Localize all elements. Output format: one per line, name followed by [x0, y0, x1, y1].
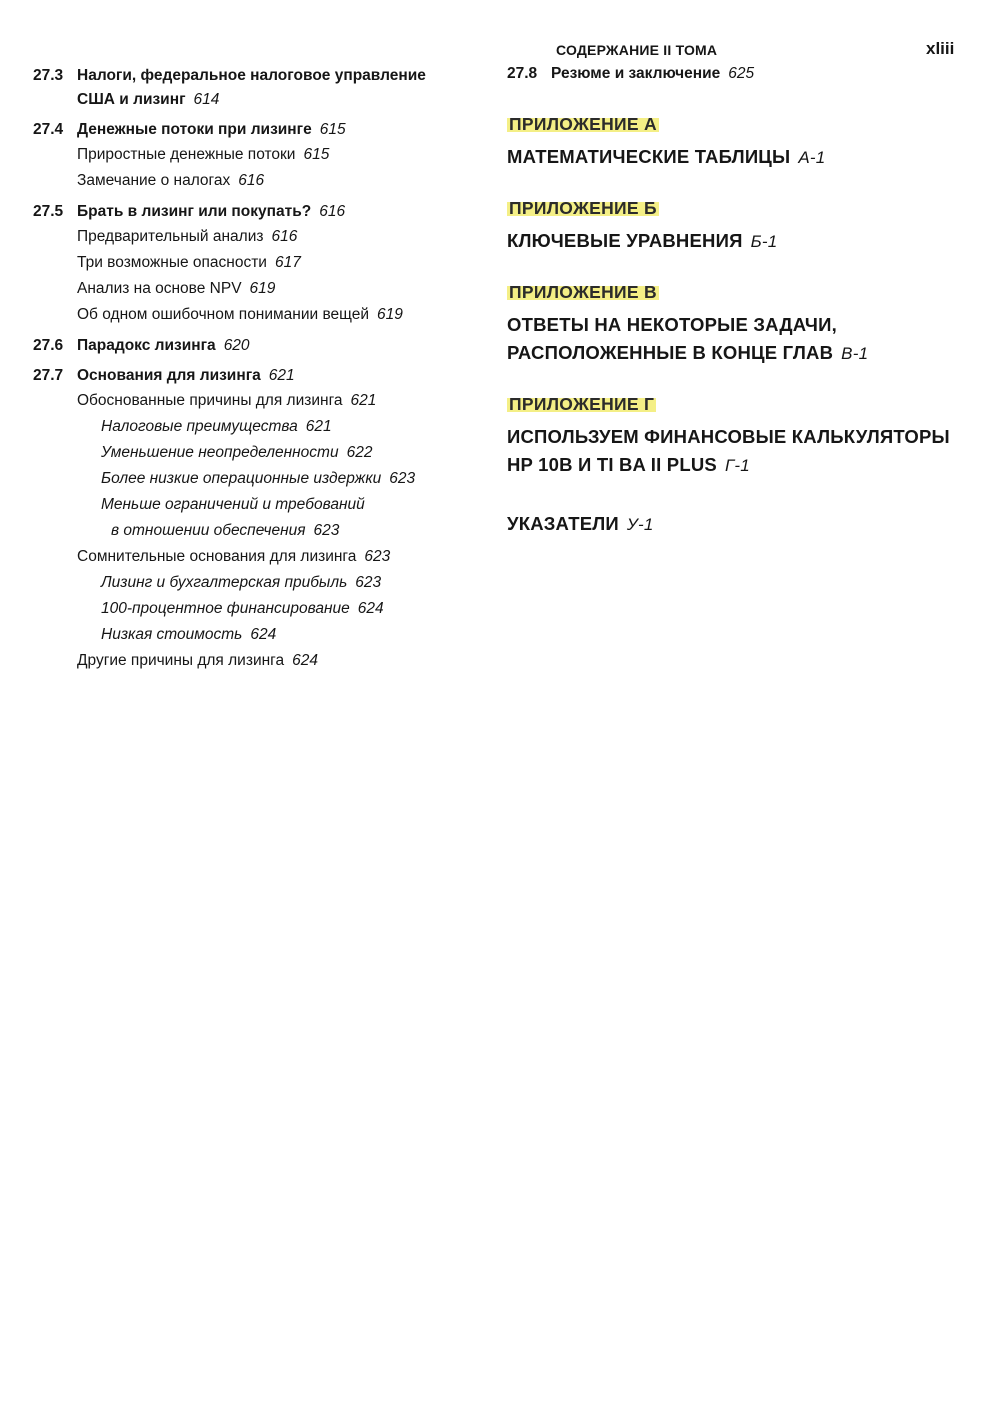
toc-subsection[interactable] [33, 276, 488, 302]
section-title: Основания для лизинга [77, 367, 261, 384]
page-ref: А-1 [798, 148, 826, 167]
page-ref: 624 [292, 652, 318, 669]
toc-subsection[interactable] [33, 224, 488, 250]
toc-section-27-6[interactable] [33, 334, 488, 358]
toc-section-27-4[interactable] [33, 118, 488, 142]
toc-subsection[interactable] [33, 302, 488, 328]
page-ref: 621 [305, 418, 332, 435]
page-ref: 617 [274, 254, 301, 271]
section-title: Денежные потоки при лизинге [77, 121, 312, 138]
section-title: Резюме и заключение [551, 65, 721, 82]
toc-subsubsection[interactable] [33, 466, 488, 492]
page-ref: 616 [238, 172, 265, 189]
page-ref: Б-1 [750, 232, 778, 251]
page-ref: 623 [389, 470, 416, 487]
subsection-title: Анализ на основе NPV [77, 280, 242, 297]
toc-subsection[interactable] [33, 544, 488, 570]
page-ref: 619 [377, 306, 403, 323]
subsection-title: Об одном ошибочном понимании вещей [77, 306, 370, 323]
toc-subsection[interactable] [33, 168, 488, 194]
appendix-title: МАТЕМАТИЧЕСКИЕ ТАБЛИЦЫ [507, 146, 791, 167]
toc-subsubsection[interactable] [33, 596, 488, 622]
appendix-b[interactable] [507, 198, 977, 256]
section-number: 27.7 [33, 367, 64, 384]
appendix-v[interactable] [507, 282, 977, 368]
page-ref: 619 [249, 280, 276, 297]
toc-right-column [507, 62, 977, 539]
toc-section-27-8[interactable] [507, 62, 977, 86]
page-number: xliii [926, 39, 955, 58]
subsection-title: Приростные денежные потоки [77, 146, 296, 163]
page-ref: 620 [223, 337, 250, 354]
running-head: СОДЕРЖАНИЕ II ТОМА [556, 42, 718, 58]
subsection-title: Предварительный анализ [77, 228, 264, 245]
page-ref: 615 [319, 121, 346, 138]
index-entry[interactable] [507, 510, 977, 539]
subsubsection-title: 100-процентное финансирование [101, 600, 350, 617]
page-ref: 621 [350, 392, 377, 409]
toc-subsubsection[interactable] [33, 414, 488, 440]
page-ref: 614 [193, 91, 220, 108]
subsubsection-title: Низкая стоимость [101, 626, 243, 643]
page-ref: Г-1 [724, 456, 750, 475]
index-title: УКАЗАТЕЛИ [507, 513, 619, 534]
appendix-label: ПРИЛОЖЕНИЕ Г [509, 394, 655, 414]
appendix-title: РАСПОЛОЖЕННЫЕ В КОНЦЕ ГЛАВ [507, 342, 834, 363]
page-ref: 615 [303, 146, 330, 163]
subsection-title: Замечание о налогах [77, 172, 231, 189]
appendix-title: HP 10B И TI BA II PLUS [507, 454, 717, 475]
toc-subsubsection[interactable] [33, 492, 488, 544]
section-number: 27.4 [33, 121, 64, 138]
subsection-title: Обоснованные причины для лизинга [77, 392, 343, 409]
subsubsection-title: Уменьшение неопределенности [101, 444, 339, 461]
page-ref: 622 [346, 444, 373, 461]
toc-subsubsection[interactable] [33, 440, 488, 466]
section-number: 27.3 [33, 67, 64, 84]
toc-subsection[interactable] [33, 250, 488, 276]
toc-subsection[interactable] [33, 388, 488, 414]
section-number: 27.8 [507, 65, 538, 82]
appendix-label: ПРИЛОЖЕНИЕ В [509, 282, 657, 302]
toc-subsubsection[interactable] [33, 570, 488, 596]
toc-subsection[interactable] [33, 648, 488, 674]
page-ref: 616 [271, 228, 298, 245]
subsubsection-title: Более низкие операционные издержки [101, 470, 382, 487]
subsection-title: Сомнительные основания для лизинга [77, 548, 357, 565]
page-ref: 623 [313, 522, 340, 539]
toc-section-27-3[interactable] [33, 64, 488, 112]
section-title: США и лизинг [77, 91, 186, 108]
page-ref: 623 [364, 548, 391, 565]
subsubsection-title: в отношении обеспечения [111, 522, 306, 539]
subsection-title: Три возможные опасности [77, 254, 267, 271]
page-ref: 625 [728, 65, 755, 82]
toc-section-27-5[interactable] [33, 200, 488, 224]
appendix-g[interactable] [507, 394, 977, 480]
page-ref: В-1 [841, 344, 869, 363]
page-ref: У-1 [626, 515, 654, 534]
appendix-title: КЛЮЧЕВЫЕ УРАВНЕНИЯ [507, 230, 743, 251]
appendix-title: ОТВЕТЫ НА НЕКОТОРЫЕ ЗАДАЧИ, [507, 314, 837, 335]
toc-left-column [33, 64, 488, 674]
page-ref: 624 [250, 626, 277, 643]
subsubsection-title: Лизинг и бухгалтерская прибыль [101, 574, 348, 591]
toc-subsection[interactable] [33, 142, 488, 168]
appendix-label: ПРИЛОЖЕНИЕ Б [509, 198, 657, 218]
page-ref: 621 [268, 367, 295, 384]
subsubsection-title: Налоговые преимущества [101, 418, 298, 435]
appendix-label: ПРИЛОЖЕНИЕ А [509, 114, 657, 134]
section-title: Парадокс лизинга [77, 337, 216, 354]
appendix-a[interactable] [507, 114, 977, 172]
section-title: Брать в лизинг или покупать? [77, 203, 312, 220]
section-number: 27.6 [33, 337, 64, 354]
page-ref: 624 [357, 600, 384, 617]
appendix-title: ИСПОЛЬЗУЕМ ФИНАНСОВЫЕ КАЛЬКУЛЯТОРЫ [507, 426, 950, 447]
section-number: 27.5 [33, 203, 64, 220]
subsubsection-title: Меньше ограничений и требований [101, 496, 365, 513]
page-ref: 616 [319, 203, 346, 220]
toc-subsubsection[interactable] [33, 622, 488, 648]
toc-section-27-7[interactable] [33, 364, 488, 388]
section-title: Налоги, федеральное налоговое управление [77, 67, 426, 84]
subsection-title: Другие причины для лизинга [77, 652, 285, 669]
page-ref: 623 [355, 574, 382, 591]
